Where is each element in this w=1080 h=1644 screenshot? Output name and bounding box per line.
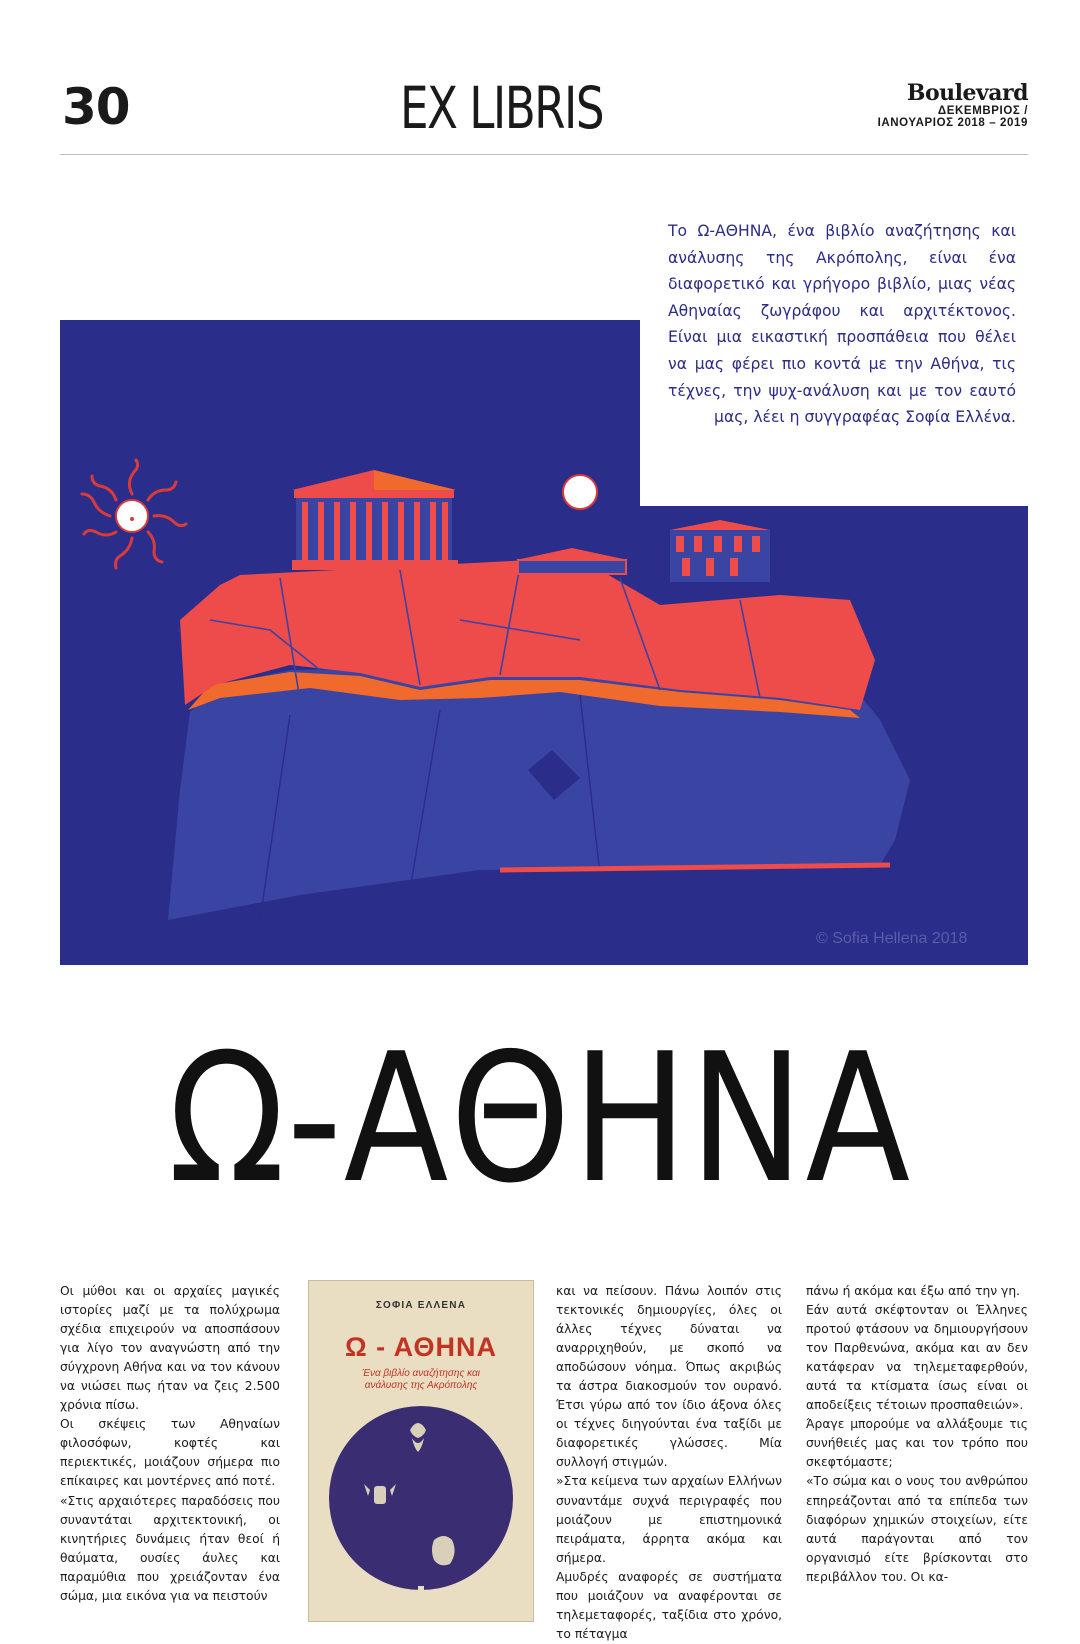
article-column-1	[60, 1282, 280, 1606]
paragraph: Οι μύθοι και οι αρχαίες μαγικές ιστορίες μαζί με τα πολύχρωμα σχέδια επιχειρούν να αποσπάσουν για λίγο τον αναγνώστη από την σύγχρονη Αθήνα και να τον κάνουν να νιώσει πως ήταν να ζεις 2.500 χρόνια πίσω.	[60, 1284, 280, 1413]
section-title: EX LIBRIS	[400, 74, 603, 142]
article-headline: Ω-ΑΘΗΝΑ	[168, 1015, 912, 1222]
paragraph: Αμυδρές αναφορές σε συστήματα που μοιάζουν να αναφέρονται σε τηλεμεταφορές, ταξίδια στο χρόνο, το πέταγμα	[556, 1569, 782, 1641]
article-column-3	[806, 1282, 1028, 1587]
book-title: Ω - ΑΘΗΝΑ	[345, 1332, 497, 1362]
header-divider	[60, 154, 1028, 155]
moon	[563, 475, 597, 509]
paragraph: Άραγε μπορούμε να αλλάξουμε τις συνήθειές μας και τον τρόπο που σκεφτόμαστε;	[806, 1417, 1028, 1470]
paragraph: πάνω ή ακόμα και έξω από την γη.	[806, 1284, 1021, 1298]
paragraph: Εάν αυτά σκέφτονταν οι Έλληνες προτού φτάσουν να δημιουργήσουν τον Παρθενώνα, ακόμα και αν δεν κατάφεραν να τηλεμεταφερθούν, αυτά τα κτίσματα ίσως είναι οι αποδείξεις τέτοιων προσπαθειών».	[806, 1303, 1028, 1413]
illustration-caption: Το Ω-ΑΘΗΝΑ, ένα βιβλίο αναζήτησης και ανάλυσης της Ακρόπολης, είναι ένα διαφορετικό και γρήγορο βιβλίο, μιας νέας Αθηναίας ζωγράφου και αρχιτέκτονος. Είναι μια εικαστική προσπάθεια που θέλει να μας φέρει πιο κοντά με την Αθήνα, τις τέχνες, την ψυχ-ανάλυση και με τον εαυτό μας, λέει η συγγραφέας Σοφία Ελλένα.	[668, 222, 1016, 427]
book-cover	[308, 1280, 534, 1622]
brand-logo: Boulevard	[906, 80, 1028, 106]
propylaea	[670, 520, 770, 582]
vase-icon	[432, 1536, 455, 1565]
book-subtitle: Ένα βιβλίο αναζήτησης και ανάλυσης της Ακρόπολης	[362, 1368, 480, 1391]
article-column-2	[556, 1282, 782, 1644]
paragraph: και να πείσουν. Πάνω λοιπόν στις τεκτονικές δημιουργίες, όλες οι άλλες τέχνες δύναται να αναρριχηθούν, με σκοπό να αποδώσουν νόημα. Όπως ακριβώς τα άστρα διακοσμούν τον ουρανό. Έτσι γύρω από τον ίδιο άξονα όλες οι τέχνες διηγούνται ένα ταξίδι με διαφορετικές γλώσσες. Μία συλλογή στιγμών.	[556, 1284, 782, 1470]
paragraph: «Στις αρχαιότερες παραδόσεις που συναντάται αρχιτεκτονική, οι κινητήριες δυνάμεις ήταν θεοί ή θαύματα, ουσίες άυλες και παραμύθια που χρειάζονταν ένα σώμα, μια εικόνα για να πειστούν	[60, 1493, 280, 1603]
paragraph: «Το σώμα και ο νους του ανθρώπου επηρεάζονται από τα επίπεδα των διαφόρων χημικών στοιχείων, είτε αυτά παράγονται από τον οργανισμό είτε βρίσκονται στο περιβάλλον του. Οι κα-	[806, 1474, 1028, 1584]
parthenon	[292, 470, 458, 570]
page-number: 30	[62, 78, 130, 136]
paragraph: Οι σκέψεις των Αθηναίων φιλοσόφων, κοφτές και περιεκτικές, μοιάζουν σήμερα πιο επίκαιρες και μοντέρνες από ποτέ.	[60, 1417, 280, 1489]
book-cover-art	[308, 1390, 534, 1622]
image-credit: © Sofia Hellena 2018	[816, 930, 968, 947]
issue-date-line-2: ΙΑΝΟΥΑΡΙΟΣ 2018 – 2019	[877, 117, 1028, 130]
book-author: ΣΟΦΙΑ ΕΛΛΕΝΑ	[375, 1300, 467, 1311]
issue-date-line-1: ΔΕΚΕΜΒΡΙΟΣ /	[937, 105, 1028, 118]
masthead	[878, 82, 1028, 129]
paragraph: »Στα κείμενα των αρχαίων Ελλήνων συναντάμε συχνά περιγραφές που μοιάζουν με επιστημονικά πειράματα, άρρητα ακόμα και σήμερα.	[556, 1474, 782, 1565]
